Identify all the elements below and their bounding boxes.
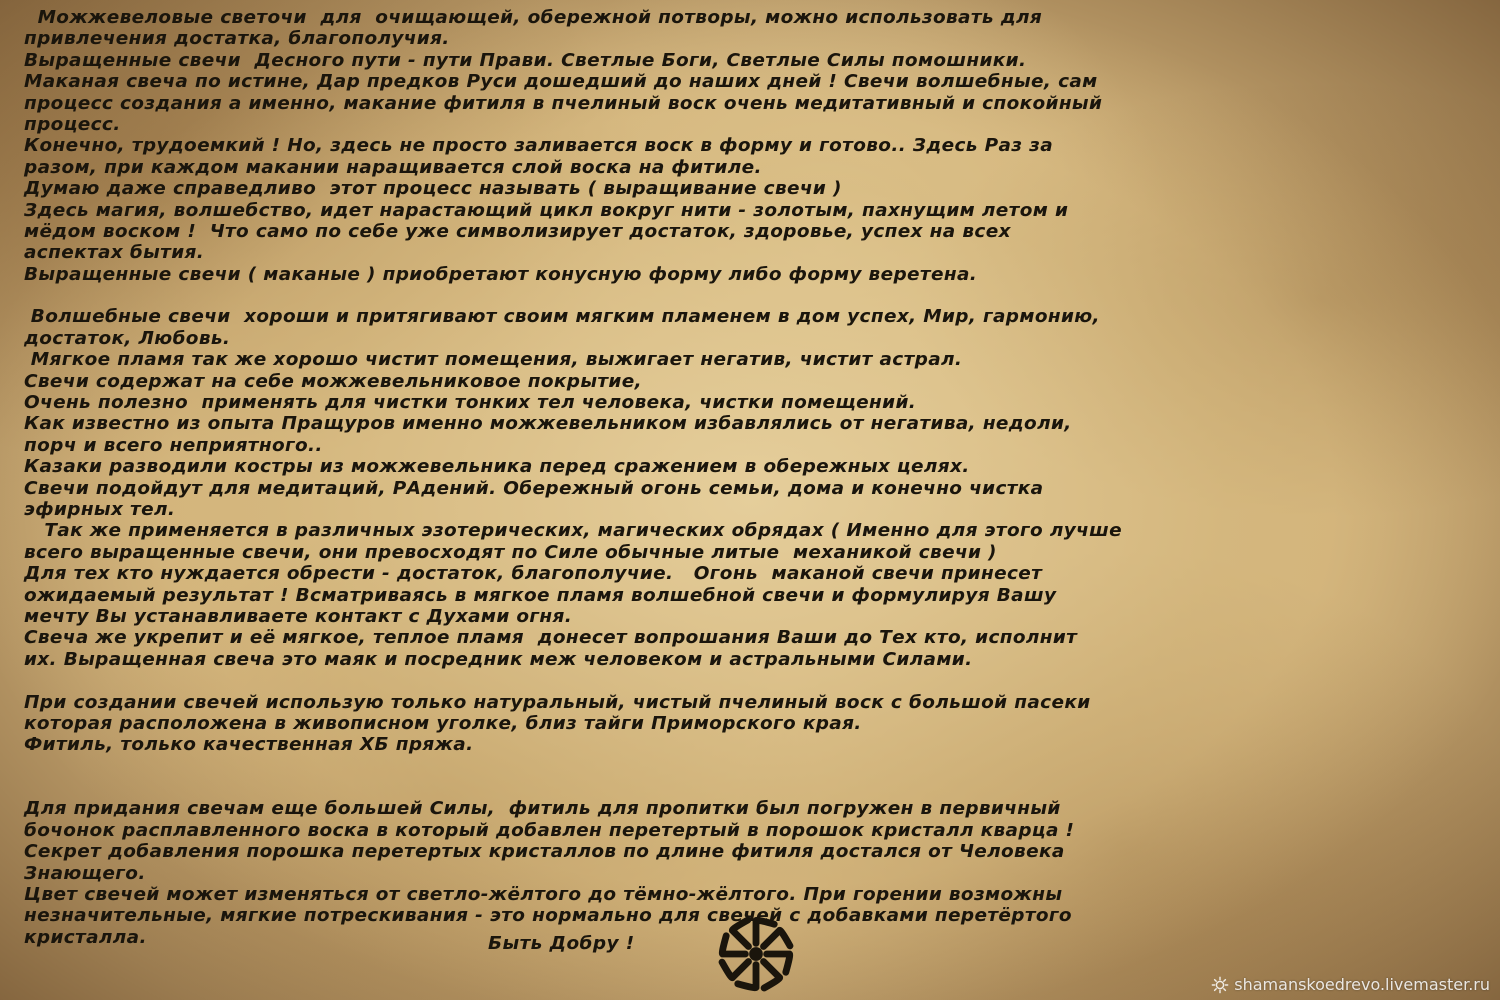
text-line: При создании свечей использую только натуральный, чистый пчелиный воск с большой пасеки bbox=[24, 692, 1091, 713]
text-line: мечту Вы устанавливаете контакт с Духами огня. bbox=[24, 606, 573, 627]
text-line: Знающего. bbox=[24, 863, 146, 884]
text-line: процесс. bbox=[24, 114, 121, 135]
blank-line bbox=[24, 671, 1500, 692]
text-line: мёдом воском ! Что само по себе уже символизирует достаток, здоровье, успех на всех bbox=[24, 221, 1011, 242]
text-line: Как известно из опыта Пращуров именно можжевельником избавлялись от негатива, недоли, bbox=[24, 414, 1072, 435]
text-line: аспектах бытия. bbox=[24, 243, 205, 264]
blank-line bbox=[24, 757, 1500, 778]
kolovrat-ray bbox=[764, 930, 790, 946]
blank-line bbox=[24, 778, 1500, 799]
text-line: процесс создания а именно, макание фитиля в пчелиный воск очень медитативный и спокойный bbox=[24, 93, 1103, 114]
text-line: разом, при каждом макании наращивается слой воска на фитиле. bbox=[24, 157, 762, 178]
text-line: Волшебные свечи хороши и притягивают своим мягким пламенем в дом успех, Мир, гармонию, bbox=[24, 307, 1100, 328]
document-text bbox=[24, 8, 1500, 949]
text-line: привлечения достатка, благополучия. bbox=[24, 29, 450, 50]
text-line: Секрет добавления порошка перетертых кристаллов по длине фитиля достался от Человека bbox=[24, 842, 1065, 863]
text-line: незначительные, мягкие потрескивания - это нормально для свечей с добавками перетёртого bbox=[24, 906, 1072, 927]
text-line: Так же применяется в различных эзотерических, магических обрядах ( Именно для этого лучше bbox=[24, 521, 1122, 542]
text-line: кристалла. bbox=[24, 927, 147, 948]
text-line: бочонок расплавленного воска в который добавлен перетертый в порошок кристалл кварца ! bbox=[24, 820, 1075, 841]
text-line: достаток, Любовь. bbox=[24, 328, 231, 349]
text-line: Для придания свечам еще большей Силы, фитиль для пропитки был погружен в первичный bbox=[24, 799, 1061, 820]
blank-line bbox=[24, 286, 1500, 307]
text-line: Для тех кто нуждается обрести - достаток, благополучие. Огонь маканой свечи принесет bbox=[24, 564, 1043, 585]
text-line: Свеча же укрепит и её мягкое, теплое пламя донесет вопрошания Ваши до Тех кто, исполнит bbox=[24, 628, 1078, 649]
text-line: которая расположена в живописном уголке, близ тайги Приморского края. bbox=[24, 713, 862, 734]
kolovrat-ray bbox=[764, 962, 780, 988]
text-line: Думаю даже справедливо этот процесс называть ( выращивание свечи ) bbox=[24, 179, 842, 200]
text-line: ожидаемый результат ! Всматриваясь в мягкое пламя волшебной свечи и формулируя Вашу bbox=[24, 585, 1057, 606]
text-line: Здесь магия, волшебство, идет нарастающий цикл вокруг нити - золотым, пахнущим летом и bbox=[24, 200, 1069, 221]
watermark-text: shamanskoedrevo.livemaster.ru bbox=[1234, 975, 1490, 994]
text-line: порч и всего неприятного.. bbox=[24, 435, 323, 456]
text-line: Конечно, трудоемкий ! Но, здесь не просто заливается воск в форму и готово.. Здесь Раз за bbox=[24, 136, 1054, 157]
text-line: Цвет свечей может изменяться от светло-жёлтого до тёмно-жёлтого. При горении возможны bbox=[24, 885, 1063, 906]
text-line: Выращенные свечи Десного пути - пути Прави. Светлые Боги, Светлые Силы помошники. bbox=[24, 50, 1027, 71]
watermark bbox=[1211, 975, 1490, 994]
text-line: Выращенные свечи ( маканые ) приобретают конусную форму либо форму веретена. bbox=[24, 264, 978, 285]
text-line: Свечи содержат на себе можжевельниковое покрытие, bbox=[24, 371, 642, 392]
kolovrat-icon bbox=[718, 916, 794, 992]
kolovrat-ray bbox=[722, 962, 748, 978]
text-line: Можжевеловые светочи для очищающей, обережной потворы, можно использовать для bbox=[24, 8, 1043, 28]
text-line: их. Выращенная свеча это маяк и посредник меж человеком и астральными Силами. bbox=[24, 649, 973, 670]
kolovrat-ray bbox=[732, 920, 748, 946]
text-line: всего выращенные свечи, они превосходят по Силе обычные литые механикой свечи ) bbox=[24, 542, 997, 563]
text-line: Очень полезно применять для чистки тонких тел человека, чистки помещений. bbox=[24, 393, 917, 414]
text-line: Казаки разводили костры из можжевельника перед сражением в обережных целях. bbox=[24, 457, 970, 478]
livemaster-sun-icon bbox=[1211, 976, 1229, 994]
text-line: эфирных тел. bbox=[24, 499, 176, 520]
text-line: Свечи подойдут для медитаций, РАдений. Обережный огонь семьи, дома и конечно чистка bbox=[24, 478, 1044, 499]
closing-phrase: Быть Добру ! bbox=[488, 934, 635, 954]
text-line: Мягкое пламя так же хорошо чистит помещения, выжигает негатив, чистит астрал. bbox=[24, 350, 963, 371]
text-line: Фитиль, только качественная ХБ пряжа. bbox=[24, 735, 474, 756]
text-line: Маканая свеча по истине, Дар предков Руси дошедший до наших дней ! Свечи волшебные, сам bbox=[24, 72, 1098, 93]
